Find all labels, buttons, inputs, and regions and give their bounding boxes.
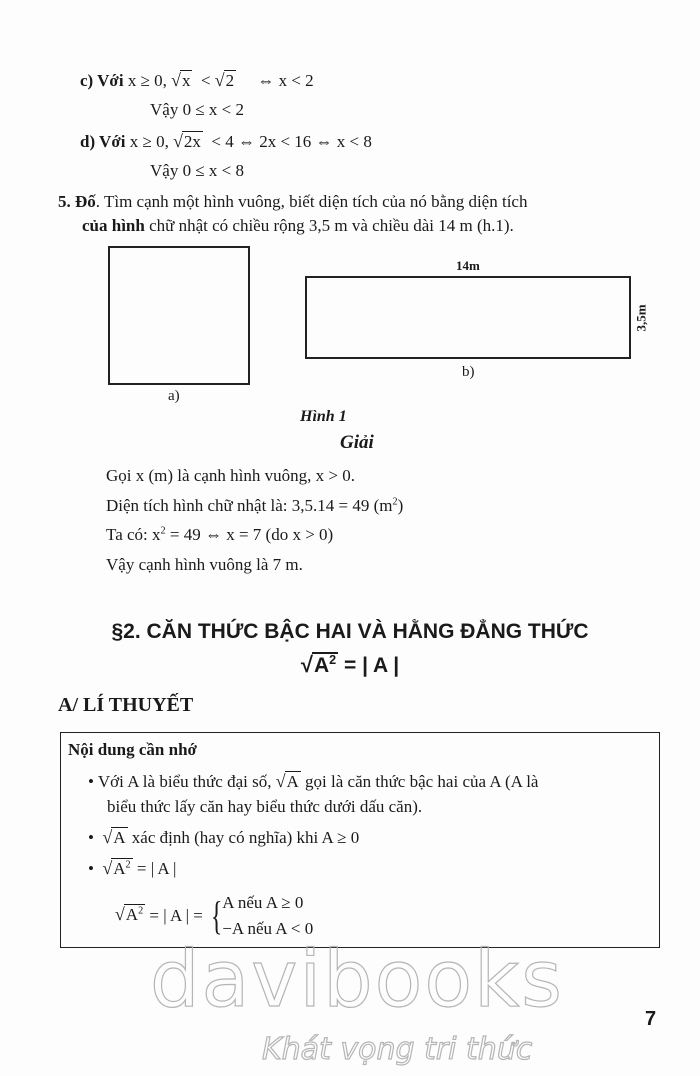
less-than: <: [200, 71, 211, 90]
exercise-5-line2: [82, 216, 514, 236]
page-number: 7: [645, 1008, 657, 1030]
bullet-3: • $√A^2$ = | A |: [88, 858, 177, 878]
part-d-conclusion: Vậy 0 ≤ x < 8: [150, 161, 244, 180]
theory-heading: A/ LÍ THUYẾT: [58, 694, 194, 716]
solution-line: Ta có: $x^2 = 49$ ⇔ x = 7 (do x > 0): [106, 525, 334, 544]
watermark-slogan: Khát vọng tri thức: [262, 1032, 533, 1067]
part-d-label: d) Với: [80, 132, 126, 151]
case-1: A nếu A ≥ 0: [222, 893, 304, 912]
height-label: 3,5m: [633, 304, 649, 332]
rectangle-figure: [305, 276, 631, 359]
radical: √2: [214, 70, 235, 90]
figure-b-label: b): [462, 364, 475, 380]
exercise-text-bold: của hình: [82, 216, 145, 235]
part-c-label: c) Với: [80, 71, 124, 90]
figure-caption: Hình 1: [300, 408, 347, 425]
figure-a-label: a): [168, 388, 180, 404]
case-2: −A nếu A < 0: [222, 919, 314, 938]
part-d-line: [80, 131, 372, 152]
condition: x ≥ 0,: [129, 132, 169, 151]
bullet-1: • Với A là biểu thức đại số, √A gọi là căn thức bậc hai của A (A là: [88, 771, 539, 791]
square-figure: [108, 246, 250, 385]
section-formula: $√A^2$ = | A |: [300, 652, 400, 677]
solution-line: Vậy cạnh hình vuông là 7 m.: [106, 555, 303, 574]
exercise-text: . Tìm cạnh một hình vuông, biết diện tích của nó bằng diện tích: [95, 192, 528, 211]
equivalence: < 4 ⇔ 2x < 16 ⇔ x < 8: [211, 132, 372, 151]
width-label: 14m: [456, 258, 480, 273]
section-title: §2. CĂN THỨC BẬC HAI VÀ HẰNG ĐẲNG THỨC: [111, 620, 589, 643]
bullet-1-cont: biểu thức lấy căn hay biểu thức dưới dấu căn).: [107, 797, 423, 816]
exercise-5-line1: [58, 192, 527, 212]
condition: x ≥ 0,: [127, 71, 167, 90]
exercise-number: 5.: [58, 192, 71, 211]
summary-box-title: Nội dung cần nhớ: [68, 740, 197, 759]
part-c-line: [80, 70, 314, 91]
exercise-text: chữ nhật có chiều rộng 3,5 m và chiều dài 14 m (h.1).: [144, 216, 514, 235]
radical: √x: [171, 70, 191, 90]
solution-line: Gọi x (m) là cạnh hình vuông, x > 0.: [106, 466, 355, 485]
exercise-tag: Đố: [75, 192, 96, 211]
radical: √2x: [173, 131, 201, 151]
solution-title: Giải: [340, 432, 374, 453]
watermark-logo: davibooks: [150, 935, 564, 1025]
solution-line: Diện tích hình chữ nhật là: 3,5.14 = 49 $(m^2)$: [106, 496, 404, 515]
part-c-conclusion: Vậy 0 ≤ x < 2: [150, 100, 244, 119]
abs-value-formula: $√A^2$ = | A | = {A nếu A ≥ 0 −A nếu A < 0: [115, 893, 314, 938]
equivalence: ⇔ x < 2: [257, 71, 314, 90]
bullet-2: • √A xác định (hay có nghĩa) khi A ≥ 0: [88, 827, 360, 847]
